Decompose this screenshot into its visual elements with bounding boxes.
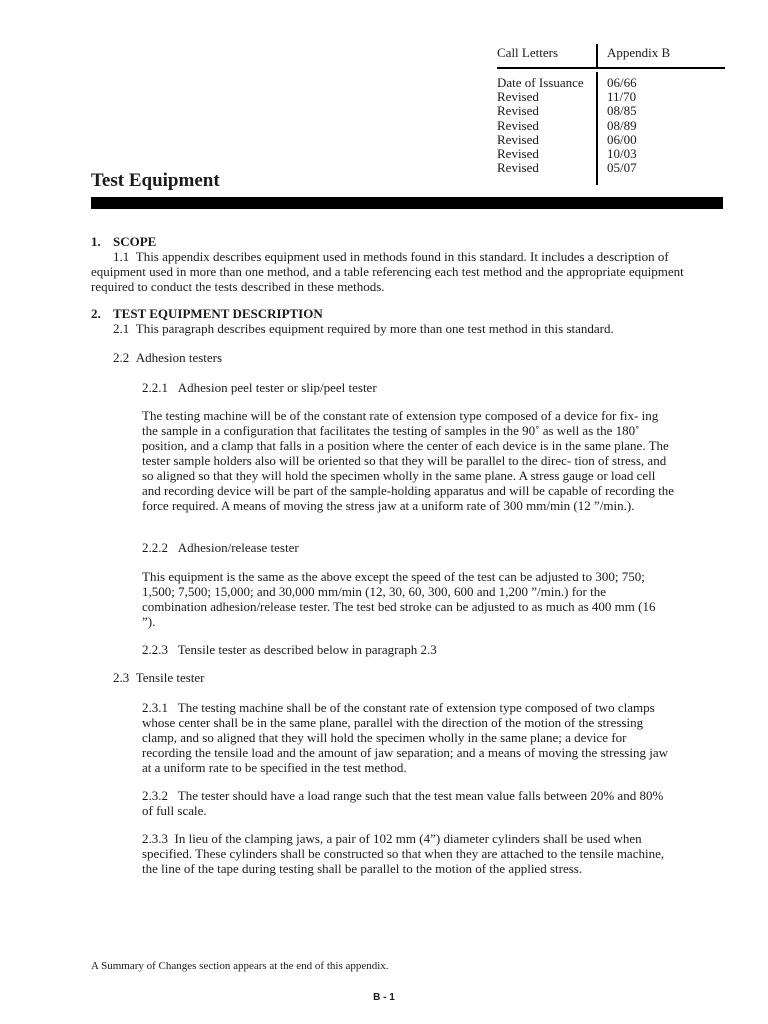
footnote: A Summary of Changes section appears at the end of this appendix. [91, 960, 389, 972]
paragraph-text: In lieu of the clamping jaws, a pair of 102 mm (4”) diameter cylinders shall be used when specified. These cylinders shall be constructed so that when they are attached to the tensile machine, the line of the tape during testing shall be parallel to the motion of the applied stress. [142, 831, 665, 876]
header-divider-horizontal [497, 67, 725, 69]
header-divider-vertical [596, 44, 598, 68]
revision-date: 08/85 [607, 103, 637, 119]
paragraph-2-3-1 [142, 700, 676, 775]
paragraph-1-1 [91, 249, 691, 294]
paragraph-2-1 [113, 321, 723, 336]
paragraph-2-2-2-title [142, 540, 299, 555]
section-title: SCOPE [113, 234, 157, 249]
revision-row [497, 90, 725, 104]
appendix-label: Appendix B [607, 45, 671, 60]
paragraph-title: Tensile tester as described below in paragraph 2.3 [177, 642, 437, 657]
section-number: 1. [91, 234, 101, 249]
revision-label: Revised [497, 103, 539, 119]
paragraph-text: This paragraph describes equipment required by more than one test method in this standard. [135, 321, 614, 336]
revision-row [497, 133, 725, 147]
paragraph-2-3-2 [142, 788, 676, 818]
revision-label: Revised [497, 145, 539, 161]
section-heading-scope [91, 234, 156, 250]
page-number: B - 1 [373, 992, 395, 1003]
paragraph-number: 2.3 [113, 670, 130, 685]
paragraph-number: 2.1 [113, 321, 130, 336]
paragraph-text: The testing machine shall be of the constant rate of extension type composed of two clamps whose center shall be in the same plane, parallel with the direction of the motion of the stressing clamp, and so aligned that they will hold the specimen wholly in the same plane; a device for recording the tensile load and the amount of jaw separation; and a means of moving the stressing jaw at a uniform rate to be specified in the test method. [142, 700, 668, 775]
section-heading-description [91, 306, 323, 322]
revision-date: 08/89 [607, 117, 637, 133]
paragraph-text: Adhesion testers [135, 350, 223, 365]
paragraph-number: 2.3.3 [142, 831, 168, 846]
revision-row [497, 161, 725, 175]
revision-date: 10/03 [607, 145, 637, 161]
title-rule [91, 197, 723, 209]
paragraph-text: This appendix describes equipment used in methods found in this standard. It includes a description of equipment used in more than one method, and a table referencing each test method and the appropriate equipment required to conduct the tests described in these methods. [91, 249, 684, 294]
paragraph-2-2 [113, 350, 222, 365]
revision-row [497, 104, 725, 118]
revision-rows [497, 76, 725, 175]
revision-label: Revised [497, 160, 539, 176]
paragraph-title: Adhesion/release tester [177, 540, 299, 555]
paragraph-title: Adhesion peel tester or slip/peel tester [177, 380, 377, 395]
revision-label: Revised [497, 89, 539, 105]
paragraph-2-2-1-title [142, 380, 377, 395]
revision-date: 06/00 [607, 131, 637, 147]
paragraph-number: 2.3.2 [142, 788, 168, 803]
paragraph-text: The tester should have a load range such that the test mean value falls between 20% and 80% of full scale. [142, 788, 664, 818]
paragraph-number: 2.2.3 [142, 642, 168, 657]
paragraph-2-2-3-title [142, 642, 437, 657]
paragraph-2-3-3 [142, 831, 676, 876]
revision-label: Date of Issuance [497, 75, 584, 90]
revision-row [497, 147, 725, 161]
revision-table [497, 44, 725, 176]
revision-label: Revised [497, 117, 539, 133]
section-number: 2. [91, 306, 101, 321]
revision-date: 11/70 [607, 89, 637, 105]
paragraph-number: 1.1 [113, 249, 130, 264]
paragraph-number: 2.2.1 [142, 380, 168, 395]
revision-date: 06/66 [607, 75, 637, 90]
revision-row [497, 119, 725, 133]
paragraph-text: Tensile tester [135, 670, 205, 685]
call-letters-label: Call Letters [497, 45, 559, 60]
paragraph-2-2-2-body: This equipment is the same as the above except the speed of the test can be adjusted to 300; 750; 1,500; 7,500; 15,000; and 30,000 mm/min (12, 30, 60, 300, 600 and 1,200 ”/min.) for the combination adhesion/release tester. The test bed stroke can be adjusted to as much as 400 mm (16 ”). [142, 569, 656, 629]
page-title: Test Equipment [91, 170, 220, 191]
paragraph-2-2-1-body: The testing machine will be of the constant rate of extension type composed of a device for fix- ing the sample in a configuration that facilitates the testing of samples in the 90˚ as well as the 180˚ position, and a clamp that falls in a position where the center of each device is in the same plane. The tester sample holders also will be oriented so that they will be parallel to the direc- tion of stress, and so aligned so that they will hold the specimen wholly in the same plane. A stress gauge or load cell and recording device will be part of the sample-holding apparatus and will be capable of recording the force required. A means of moving the stress jaw at a uniform rate of 300 mm/min (12 ”/min.). [142, 408, 675, 513]
revision-date: 05/07 [607, 160, 637, 176]
revision-label: Revised [497, 131, 539, 147]
section-title: TEST EQUIPMENT DESCRIPTION [113, 306, 323, 321]
revision-table-header [497, 44, 725, 68]
paragraph-number: 2.2.2 [142, 540, 168, 555]
paragraph-number: 2.3.1 [142, 700, 168, 715]
paragraph-number: 2.2 [113, 350, 130, 365]
paragraph-2-3 [113, 670, 205, 685]
revision-row [497, 76, 725, 90]
